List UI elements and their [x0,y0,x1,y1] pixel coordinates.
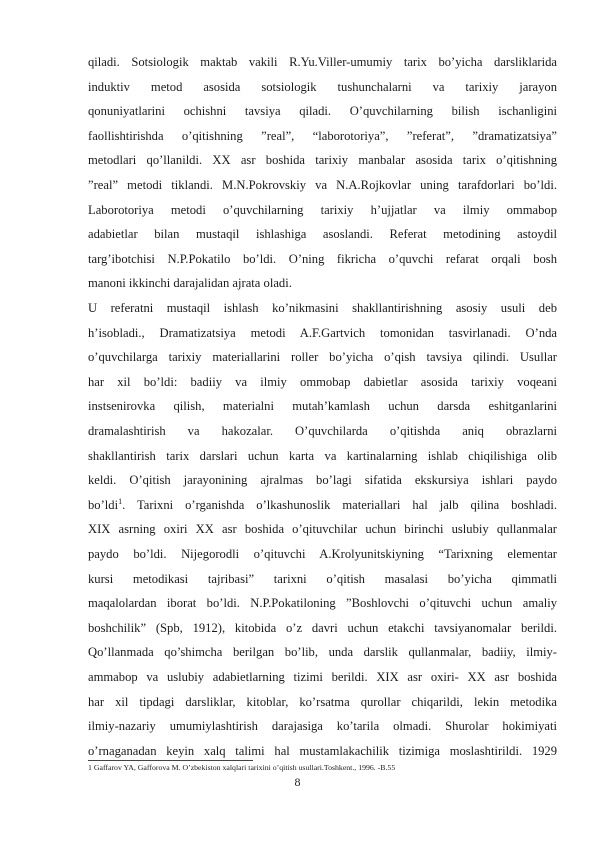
body-line-13: o’quvchilarga tarixiy materiallarini roller bo’yicha o’qish tavsiya qilindi. Usullar [88,350,557,365]
body-line-4: faollishtirishda o’qitishning ”real”, “laborotoriya”, ”referat”, ”dramatizatsiya” [88,128,557,143]
body-line-21: paydo bo’ldi. Nijegorodli o’qituvchi A.Krolyunitskiyning “Tarixning elementar [88,547,557,561]
body-line-18: keldi. O’qitish jarayonining ajralmas bo’lagi sifatida ekskursiya ishlari paydo [88,473,557,488]
footnote-text: 1 Gaffarov YA, Gafforova M. O’zbekiston xalqlari tarixini o’qitish usullari.Toshkent., 1996. -B.55 [88,762,396,772]
body-line-11: U referatni mustaqil ishlash ko’nikmasini shakllantirishning asosiy usuli deb [88,301,557,315]
footnote-marker: 1 [118,496,123,506]
footnote-ref-text-start: bo’ldi [88,497,119,512]
body-line-17: shakllantirish tarix darslari uchun karta va kartinalarning ishlab chiqilishiga olib [88,448,557,463]
body-line-16: dramalashtirish va hakozalar. O’quvchilarda o’qitishda aniq obrazlarni [88,424,557,438]
body-line-9: targ’ibotchisi N.P.Pokatilo bo’ldi. O’ning fikricha o’quvchi refarat orqali bosh [88,251,557,266]
body-line-footnote-ref [88,495,557,515]
body-line-20: XIX asrning oxiri XX asr boshida o’qituvchilar uchun birinchi uslubiy qullanmalar [88,522,557,537]
body-line-14: har xil bo’ldi: badiiy va ilmiy ommobap dabietlar asosida tarixiy voqeani [88,374,557,389]
body-line-27: har xil tipdagi darsliklar, kitoblar, ko’rsatma qurollar chiqarildi, lekin metodika [88,694,557,709]
body-line-25: Qo’llanmada qo’shimcha berilgan bo’lib, unda darslik qullanmalar, badiiy, ilmiy- [88,645,557,660]
body-line-8: adabietlar bilan mustaqil ishlashiga asoslandi. Referat metodining astoydil [88,227,557,242]
page-number: 8 [294,774,301,789]
body-line-26: ammabop va uslubiy adabietlarning tizimi berildi. XIX asr oxiri- XX asr boshida [88,670,557,684]
body-line-10: manoni ikkinchi darajalidan ajrata oladi. [88,276,292,291]
body-line-5: metodlari qo’llanildi. XX asr boshida tarixiy manbalar asosida tarix o’qitishning [88,153,557,168]
footnote-ref-text-rest: . Tarixni o’rganishda o’lkashunoslik materiallari hal jalb qilina boshladi. [122,497,557,512]
body-line-28: ilmiy-nazariy umumiylashtirish darajasiga ko’tarila olmadi. Shurolar hokimiyati [88,719,557,734]
body-line-29: o’rnaganadan keyin xalq talimi hal mustamlakachilik tizimiga moslashtirildi. 1929 [88,743,557,758]
body-line-6: ”real” metodi tiklandi. M.N.Pokrovskiy va N.A.Rojkovlar uning tarafdorlari bo’ldi. [88,178,557,192]
body-line-15: instsenirovka qilish, materialni mutah’kamlash uchun darsda eshitganlarini [88,399,557,414]
body-line-2: induktiv metod asosida sotsiologik tushunchalarni va tarixiy jarayon [88,79,557,94]
body-line-23: maqalolardan iborat bo’ldi. N.P.Pokatiloning ”Boshlovchi o’qituvchi uchun amaliy [88,596,557,611]
body-line-7: Laborotoriya metodi o’quvchilarning tarixiy h’ujjatlar va ilmiy ommabop [88,202,557,217]
body-line-24: boshchilik” (Spb, 1912), kitobida o’z davri uchun etakchi tavsiyanomalar berildi. [88,620,557,635]
body-line-1: qiladi. Sotsiologik maktab vakili R.Yu.Viller-umumiy tarix bo’yicha darsliklarida [88,55,557,69]
body-line-3: qonuniyatlarini ochishni tavsiya qiladi. O’quvchilarning bilish ischanligini [88,104,557,119]
body-line-22: kursi metodikasi tajribasi” tarixni o’qitish masalasi bo’yicha qimmatli [88,571,557,586]
body-line-12: h’isobladi., Dramatizatsiya metodi A.F.Gartvich tomonidan tasvirlanadi. O’nda [88,325,557,340]
footnote-divider [88,760,253,761]
